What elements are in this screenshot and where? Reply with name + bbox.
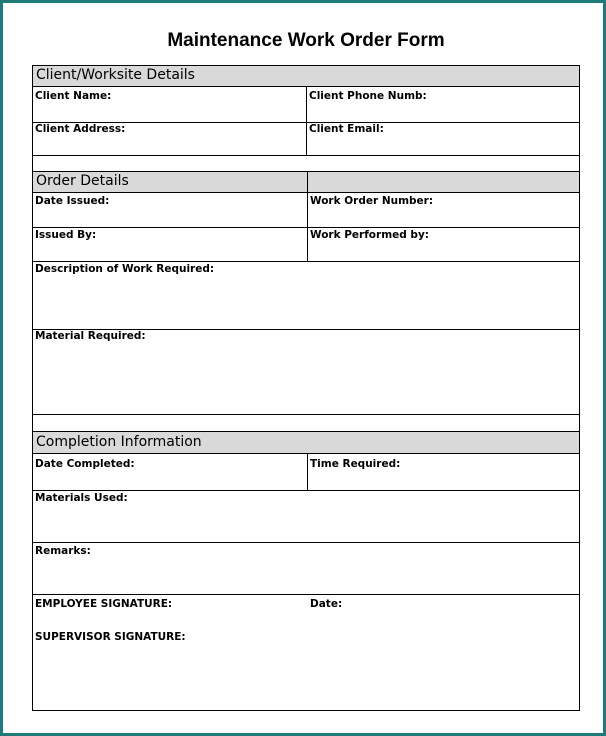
client-section (32, 65, 580, 156)
employee-signature-field[interactable]: EMPLOYEE SIGNATURE: (35, 598, 173, 610)
client-name-field[interactable]: Client Name: (35, 90, 112, 102)
client-section-header (33, 66, 579, 87)
client-section-heading: Client/Worksite Details (36, 67, 195, 83)
spacer-row (32, 155, 580, 172)
spacer-row-2 (32, 414, 580, 432)
materials-used-field[interactable]: Materials Used: (35, 492, 128, 504)
material-required-field[interactable]: Material Required: (35, 330, 146, 342)
date-completed-field[interactable]: Date Completed: (35, 458, 135, 470)
issued-by-field[interactable]: Issued By: (35, 229, 97, 241)
order-section-heading: Order Details (36, 173, 129, 189)
completion-section-header (33, 432, 579, 454)
remarks-field[interactable]: Remarks: (35, 545, 91, 557)
work-performed-by-field[interactable]: Work Performed by: (310, 229, 429, 241)
work-order-number-field[interactable]: Work Order Number: (310, 195, 434, 207)
form-title: Maintenance Work Order Form (167, 30, 445, 51)
signature-date-field[interactable]: Date: (310, 598, 343, 610)
completion-section-heading: Completion Information (36, 434, 202, 450)
description-field[interactable]: Description of Work Required: (35, 263, 215, 275)
date-issued-field[interactable]: Date Issued: (35, 195, 110, 207)
client-email-field[interactable]: Client Email: (309, 123, 384, 135)
client-address-field[interactable]: Client Address: (35, 123, 126, 135)
time-required-field[interactable]: Time Required: (310, 458, 401, 470)
order-section (32, 171, 580, 415)
completion-section (32, 431, 580, 711)
supervisor-signature-field[interactable]: SUPERVISOR SIGNATURE: (35, 631, 186, 643)
order-section-header (33, 172, 579, 193)
client-phone-field[interactable]: Client Phone Numb: (309, 90, 427, 102)
